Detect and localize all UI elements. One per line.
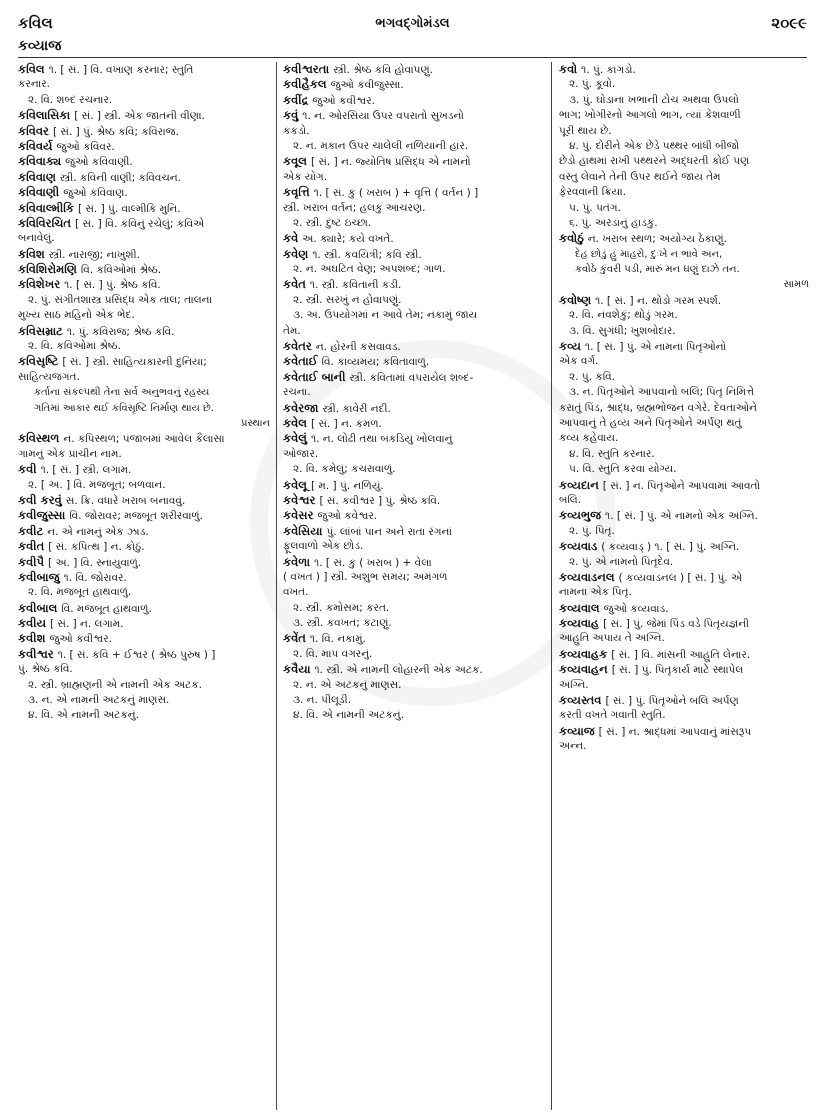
entry-line: [559, 339, 809, 354]
headword: કવીશ્વર: [18, 646, 54, 661]
headword: કવિવાક્ય: [18, 154, 62, 169]
headword: કવિલાસિકા: [18, 108, 71, 123]
definition-text: ન. એ નામનું એક ઝાડ.: [47, 525, 149, 538]
headword: કવૃત્તિ: [283, 185, 310, 200]
headword: કવેણ: [283, 246, 309, 261]
entry-line: [283, 339, 545, 354]
headword: કવો: [559, 62, 578, 76]
headword: કવું: [283, 108, 299, 123]
sense-line: ૨. સ્ત્રી. કમોસમ; કરત.: [293, 601, 390, 614]
definition-text: જુઓ કવિવાણ.: [63, 187, 128, 200]
definition-text: ૧. પું. કાગડો.: [581, 64, 636, 76]
entry-line: [18, 647, 270, 662]
headword: કવીંદ્ર: [283, 92, 309, 107]
sense-line: ૨. સ્ત્રી. સરખું ન હોવાપણું.: [293, 293, 402, 306]
entry-line: [283, 93, 545, 108]
definition-text: ૧. [ સં. ] પું. એ નામના પિતૃઓનો: [584, 341, 727, 354]
entry-line: [18, 431, 270, 446]
entry-line: [18, 462, 270, 477]
definition-text: [ સં. કવીશ્વર ] પું. શ્રેષ્ઠ કવિ.: [319, 494, 441, 507]
headword: કવેશ્વર: [283, 492, 316, 507]
definition-text: ન. હોરની કસવાવડ.: [315, 341, 401, 354]
continuation-line: નામના એક પિતૃ.: [559, 586, 632, 599]
sense-line: ૨. વિ. નવશેકું; થોડું ગરમ.: [569, 309, 678, 322]
headword: કવેતર: [283, 339, 312, 354]
headword: કવ્યવાલ: [559, 600, 600, 615]
definition-text: [ અ. ] વિ. સ્નાયુવાળું.: [48, 556, 142, 569]
entry-line: [283, 401, 545, 416]
sense-line: ૪. વિ. સ્તુતિ કરનાર.: [569, 447, 655, 460]
header-book-title: ભગવદ્ગોમંડલ: [375, 16, 450, 31]
entry-line: [559, 724, 809, 739]
continuation-line: પૂરી થાય છે.: [559, 124, 612, 137]
definition-text: [ સં. ] પું. પિતૃઓને બલિ અર્પણ: [605, 695, 739, 708]
sense-line: ૪. વિ. એ નામની અટકનું.: [293, 709, 404, 722]
continuation-line: બલિ.: [559, 493, 582, 506]
definition-text: અ. ક્યારે; કયે વખતે.: [302, 233, 394, 246]
definition-text: ૧. [ સં. ] પું. એ નામનો એક અગ્નિ.: [605, 510, 758, 523]
sense-line: ૨. [ અ. ] વિ. મજબૂત; બળવાન.: [28, 478, 166, 491]
definition-text: જુઓ કવીશ્વર.: [312, 94, 375, 107]
continuation-line: ફૂલવાળો એક છોડ.: [283, 540, 364, 553]
entry-line: [18, 62, 270, 77]
definition-text: જુઓ કવિવર.: [56, 140, 115, 153]
definition-text: [ સં. ] વિ. માંસની આહુતિ લેનાર.: [611, 648, 751, 661]
entry-line: [18, 508, 270, 523]
definition-text: ( કવ્યવાડનલ ) [ સં. ] પું. એ: [618, 571, 743, 584]
headword: કવેલ: [283, 415, 307, 430]
continuation-line: પું. શ્રેષ્ઠ કવિ.: [18, 663, 73, 676]
sense-line: ૩. ન. પિતૃઓને આપવાનો બલિ; પિતૃ નિમિત્તે: [569, 386, 755, 399]
headword: કવેતાઈ: [283, 354, 318, 369]
definition-text: ૧. ન. લોઢી તથા બકડિયું ખોલવાનું: [310, 433, 453, 446]
page-number: ૨૦૯૯: [771, 14, 807, 32]
continuation-line: ( વખત ) ] સ્ત્રી. અશુભ સમય; અમંગળ: [283, 570, 448, 583]
headword: કવેત: [283, 277, 306, 292]
definition-text: ૧. સ્ત્રી. એ નામની લોહારની એક અટક.: [314, 664, 483, 677]
definition-text: ૧. [ સં. ] વિ. વખાણ કરનાર; સ્તુતિ: [48, 64, 194, 76]
continuation-line: મુખ્ય સાઠ મહિનો એક ભેદ.: [18, 309, 135, 322]
entry-line: [18, 539, 270, 554]
entry-line: [18, 570, 270, 585]
continuation-line: અગ્નિ.: [559, 678, 589, 691]
headword: કવેસિયા: [283, 523, 323, 538]
headword: કવેંત: [283, 631, 306, 646]
entry-line: [283, 493, 545, 508]
entry-line: [559, 478, 809, 493]
entry-line: [283, 508, 545, 523]
continuation-line: એક યોગ.: [283, 170, 328, 183]
definition-text: [ મ. ] પું. નળિયું.: [310, 479, 384, 492]
headword: કવૈયા: [283, 662, 311, 677]
headword: કવિવાણી: [18, 185, 60, 200]
definition-text: [ સં. ] સ્ત્રી. એક જાતની વીણા.: [74, 110, 205, 123]
entry-line: [559, 539, 809, 554]
entry-line: [283, 277, 545, 292]
entry-line: [283, 416, 545, 431]
definition-text: ન. ખરાબ સ્થળ; અયોગ્ય ઠેકાણું.: [587, 233, 727, 246]
entry-line: [559, 508, 809, 523]
page-header: [18, 14, 807, 36]
headword: કવેળા: [283, 554, 311, 569]
definition-text: સ્ત્રી. કાવેરી નદી.: [322, 402, 391, 415]
entry-line: [559, 601, 809, 616]
entry-line: [559, 662, 809, 677]
definition-text: [ સં. ] પું. શ્રેષ્ઠ કવિ; કવિરાજ.: [53, 125, 179, 138]
headword: કવીબાલ: [18, 600, 58, 615]
headword: કવેસર: [283, 508, 314, 523]
continuation-line: બનાવેલું.: [18, 232, 55, 245]
entry-line: [559, 62, 809, 77]
column-3: [559, 62, 809, 1112]
definition-text: ૧. વિ. જોરાવર.: [63, 571, 127, 584]
headword: કવીબાજુ: [18, 569, 60, 584]
continuation-line: સાહિત્યજગત.: [18, 370, 80, 383]
entry-line: [18, 216, 270, 231]
continuation-line: કકડો.: [283, 124, 310, 137]
entry-line: [18, 201, 270, 216]
entry-line: [283, 231, 545, 246]
definition-text: [ સં. ] ન. શ્રાદ્ધમાં આપવાનું માંસરૂપ: [598, 725, 752, 738]
entry-line: [18, 354, 270, 369]
definition-text: વિ. જોરાવર; મજબૂત શરીરવાળું.: [69, 510, 203, 523]
entry-line: [18, 601, 270, 616]
continuation-line: છેડો હાથમાં રાખી પથ્થરને અદ્ધરતી કોઈ પણ: [559, 155, 750, 168]
definition-text: વિ. મજબૂત હાથવાળું.: [61, 602, 152, 615]
sense-line: ૨. વિ. માપ વગરનું.: [293, 647, 373, 660]
headword: કવ્યવાહક: [559, 646, 608, 661]
entry-line: [559, 647, 809, 662]
entry-line: [18, 631, 270, 646]
definition-text: [ સં. ] પું. જેમાં પિંડ વડે પિતૃયજ્ઞની: [603, 618, 750, 631]
headword: કવિવાણ: [18, 169, 56, 184]
entry-line: [18, 493, 270, 508]
headword: કવિવિરચિત: [18, 215, 72, 230]
entry-line: [283, 108, 545, 123]
entry-line: [18, 154, 270, 169]
entry-line: [18, 324, 270, 339]
continuation-line: કરતી વખતે ગવાતી સ્તુતિ.: [559, 709, 666, 722]
sense-line: ૩. અ. ઉપયોગમાં ન આવે તેમ; નકામું જાય: [293, 309, 478, 322]
quotation-line: કવોઠે કુંવરી પડી, મારું મન ઘણું દાઝે તન.: [575, 264, 740, 276]
headword: કવિસ્થળ: [18, 431, 60, 446]
definition-text: પું. લાંબાં પાન અને રાતા રંગનાં: [326, 525, 452, 538]
definition-text: ૧. વિ. નકામું.: [309, 633, 366, 646]
headword: કવિશેખર: [18, 277, 61, 292]
headword: કવ્યાજ: [559, 723, 595, 738]
definition-text: [ સં. ] ન. પિતૃઓને આપવામાં આવતો: [602, 479, 761, 492]
definition-text: [ સં. કપિત્થ ] ન. કોઠું.: [48, 541, 145, 554]
definition-text: [ સં. ] ન. કમળ.: [310, 417, 382, 430]
quotation-source: પ્રસ્થાન: [240, 417, 270, 429]
entry-line: [283, 555, 545, 570]
definition-text: જુઓ કવેશ્વર.: [317, 510, 378, 523]
definition-text: સ્ત્રી. કવિતામાં વપરાયેલ શબ્દ-: [349, 371, 474, 384]
definition-text: [ સં. ] સ્ત્રી. સાહિત્યકારની દુનિયા;: [62, 356, 207, 369]
sense-line: ૨. ન. મકાન ઉપર ચાલેલી નળિયાની હાર.: [293, 139, 469, 152]
continuation-line: કવ્ય કહેવાય.: [559, 432, 619, 445]
continuation-line: વસ્તુ લેવાને તેની ઉપર થઈને જાય તેમ: [559, 170, 721, 183]
headword: કવ્ય: [559, 339, 581, 354]
headword: કવ્યવાહન: [559, 662, 608, 677]
sense-line: ૨. પું. કવિ.: [569, 370, 615, 383]
definition-text: ૧. [ સં. ] સ્ત્રી. લગામ.: [40, 464, 132, 477]
sense-line: ૩. પું. ઘોડાના ખભાની ટોચ અથવા ઉપલો: [569, 93, 739, 106]
definition-text: ૧. [ સં. કુ ( ખરાબ ) + વેલા: [314, 556, 432, 569]
headword: કવિવર્ય: [18, 138, 53, 153]
definition-text: [ સં. ] પું. વાલ્મીકિ મુનિ.: [77, 202, 181, 215]
headword: કવિવર: [18, 123, 49, 138]
entry-line: [283, 354, 545, 369]
definition-text: વિ. કાવ્યમય; કવિતાવાળું.: [321, 356, 430, 369]
definition-text: ( કવ્યવાડ્ ) ૧. [ સં. ] પું. અગ્નિ.: [601, 541, 740, 554]
continuation-line: આપવાનું તે હવ્ય અને પિતૃઓને અર્પણ થતું: [559, 416, 742, 429]
continuation-line: અન્ન.: [559, 740, 587, 753]
headword: કવૂલ: [283, 154, 307, 169]
headword: કવિસમ્રાટ: [18, 323, 63, 338]
headword: કવિવાલ્મીકિ: [18, 200, 74, 215]
headword: કવે: [283, 231, 299, 246]
entry-line: [18, 277, 270, 292]
headword: કવેલું: [283, 431, 307, 446]
sense-line: ૨. ન. અઘટિત વેણ; અપશબ્દ; ગાળ.: [293, 263, 446, 276]
quotation-line: દેહ છોડું હું માહરો, દુઃખે ન ભાવે અન,: [575, 248, 723, 260]
definition-text: [ સં. ] વિ. કવિનું રચેલું; કવિએ: [75, 217, 205, 230]
continuation-line: આહુતિ અપાય તે અગ્નિ.: [559, 632, 665, 645]
definition-text: જુઓ કવ્યવાડ.: [603, 602, 669, 615]
headword: કવેરજા: [283, 400, 319, 415]
headword: કવ્યદાન: [559, 477, 599, 492]
headword: કવી કરવું: [18, 492, 62, 507]
definition-text: જુઓ કવીશ્વર.: [49, 633, 113, 646]
headword: કવીપૈ: [18, 554, 45, 569]
definition-text: સ. ક્રિ. વધારે ખરાબ બનાવવું.: [65, 494, 186, 507]
headword: કવી: [18, 462, 37, 477]
entry-line: [18, 124, 270, 139]
entry-line: [559, 231, 809, 246]
headword: કવ્યવાડ: [559, 539, 598, 554]
definition-text: સ્ત્રી. નારાજી; નાખુશી.: [48, 248, 140, 261]
definition-text: [ સં. ] ન. લગામ.: [50, 618, 124, 631]
continuation-line: ફેરવવાની ક્રિયા.: [559, 186, 627, 199]
headword: કવ્યસ્તવ: [559, 693, 602, 708]
headword: કવીટ: [18, 523, 44, 538]
continuation-line: રચના.: [283, 386, 311, 399]
headword: કવ્યવાડનલ: [559, 569, 615, 584]
sense-line: ૨. વિ. કવિઓમાં શ્રેષ્ઠ.: [28, 340, 122, 353]
continuation-line: સ્ત્રી. ખરાબ વર્તન; હલકું આચરણ.: [283, 201, 426, 214]
sense-line: ૨. સ્ત્રી. દુષ્ટ ઇચ્છા.: [293, 216, 372, 229]
entry-line: [18, 139, 270, 154]
header-last-word: કવ્યાજ: [18, 38, 62, 54]
sense-line: ૩. સ્ત્રી. કવખત; કટાણું.: [293, 617, 392, 630]
entry-line: [283, 247, 545, 262]
continuation-line: ઓજાર.: [283, 447, 319, 460]
headword: કવીત: [18, 539, 45, 554]
headword: કવીય: [18, 616, 46, 631]
sense-line: ૩. ન. પીલૂડી.: [293, 694, 352, 707]
sense-line: ૨. ન. એ અટકનું માણસ.: [293, 678, 402, 691]
sense-line: ૩. ન. એ નામની અટકનું માણસ.: [28, 694, 170, 707]
entry-line: [18, 616, 270, 631]
sense-line: ૨. પું. સંગીતશાસ્ત્ર પ્રસિદ્ધ એક તાલ; તાલના: [28, 293, 213, 306]
sense-line: ૨. સ્ત્રી. બ્રાહ્મણની એ નામની એક અટક.: [28, 678, 202, 691]
definition-text: સ્ત્રી. શ્રેષ્ઠ કવિ હોવાપણું.: [333, 64, 433, 76]
entry-line: [283, 370, 545, 385]
entry-line: [18, 247, 270, 262]
definition-text: ૧. સ્ત્રી. કવયિત્રી; કવિ સ્ત્રી.: [312, 248, 422, 261]
definition-text: ૧. [ સં. કવિ + ઈશ્વર ( શ્રેષ્ઠ પુરુષ ) ]: [57, 648, 216, 661]
definition-text: ૧. સ્ત્રી. કવિતાની કડી.: [309, 279, 402, 292]
headword: કવિશ: [18, 246, 45, 261]
definition-text: ન. કપિસ્થળ; પંજાબમાં આવેલ કૈલાસા: [63, 433, 225, 446]
sense-line: ૨. વિ. કમેલું; કચરાવાળું.: [293, 463, 396, 476]
definition-text: ૧. [ સં. ] પું. શ્રેષ્ઠ કવિ.: [64, 279, 161, 292]
definition-text: ૧. [ સં. કુ ( ખરાબ ) + વૃત્તિ ( વર્તન ) ]: [313, 187, 479, 200]
headword: કવેલૂ: [283, 477, 307, 492]
headword: કવિલ: [18, 62, 45, 76]
entry-line: [559, 693, 809, 708]
entry-line: [283, 478, 545, 493]
sense-line: ૨. પું. પિતૃ.: [569, 524, 615, 537]
continuation-line: ગામનું એક પ્રાચીન નામ.: [18, 447, 122, 460]
headword: કવિશિરોમણિ: [18, 262, 77, 277]
headword: કવોષ્ણ: [559, 292, 592, 307]
entry-line: [18, 170, 270, 185]
quotation-line: ગતિમાં આકાર થઈ કવિસૃષ્ટિ નિર્માણ થાય છે.: [34, 402, 214, 414]
entry-line: [283, 631, 545, 646]
definition-text: જુઓ કવિવાણી.: [65, 156, 133, 169]
entry-line: [283, 662, 545, 677]
entry-line: [559, 616, 809, 631]
entry-line: [283, 62, 545, 77]
entry-line: [18, 185, 270, 200]
continuation-line: વખત.: [283, 586, 309, 599]
definition-text: સ્ત્રી. કવિની વાણી; કવિવચન.: [59, 171, 181, 184]
continuation-line: ભાગ; ખોગીરનો આગલો ભાગ, ત્યાં કેશવાળી: [559, 109, 741, 122]
headword: કવિસૃષ્ટિ: [18, 354, 59, 369]
sense-line: ૨. પું. એ નામનો પિતૃદેવ.: [569, 555, 674, 568]
sense-line: ૨. વિ. મજબૂત હાથવાળું.: [28, 586, 132, 599]
headword: કવ્યભુજ: [559, 508, 602, 523]
entry-line: [283, 524, 545, 539]
sense-line: ૫. પું. પતંગ.: [569, 201, 621, 214]
header-rule: [18, 57, 807, 58]
definition-text: [ સં. ] ન. જ્યોતિષ પ્રસિદ્ધ એ નામનો: [310, 156, 471, 169]
header-first-word: કવિલ: [18, 14, 53, 32]
entry-line: [18, 524, 270, 539]
entry-line: [18, 555, 270, 570]
headword: કવીશ્વરતા: [283, 62, 330, 76]
continuation-line: એક વર્ગ.: [559, 355, 599, 368]
sense-line: ૪. પું. દોરીને એક છેડે પથ્થર બાંધી બીજો: [569, 139, 740, 152]
headword: કવીજુસ્સા: [18, 508, 66, 523]
entry-line: [283, 185, 545, 200]
entry-line: [559, 293, 809, 308]
entry-line: [283, 154, 545, 169]
continuation-line: કરાતું પિંડ, શ્રાદ્ધ, બ્રહ્મભોજન વગેરે. દેવતાઓને: [559, 401, 757, 414]
entry-line: [283, 77, 545, 92]
sense-line: ૬. પું. અરડાનું હાડકું.: [569, 216, 658, 229]
definition-text: ૧. [ સં. ] ન. થોડો ગરમ સ્પર્શ.: [595, 294, 722, 307]
headword: કવોઠું: [559, 231, 584, 246]
definition-text: જુઓ કવીજુસ્સા.: [330, 79, 404, 92]
entry-line: [283, 431, 545, 446]
sense-line: ૨. વિ. શબ્દ રચનાર.: [28, 93, 113, 106]
headword: કવીહૈકલ: [283, 77, 327, 92]
column-divider: [551, 62, 552, 1110]
column-1: [18, 62, 270, 1112]
definition-text: વિ. કવિઓમાં શ્રેષ્ઠ.: [80, 264, 162, 277]
headword: કવેતાઈ બાની: [283, 369, 346, 384]
entry-line: [18, 108, 270, 123]
column-divider: [276, 62, 277, 1110]
sense-line: ૫. વિ. સ્તુતિ કરવા યોગ્ય.: [569, 463, 677, 476]
quotation-line: કર્તાના સંકલ્પથી તેના સર્વ અનુભવનું રહસ્ય: [34, 387, 210, 399]
sense-line: ૪. વિ. એ નામની અટકનું.: [28, 709, 139, 722]
continuation-line: તેમ.: [283, 324, 301, 337]
sense-line: ૨. પું. કૂવો.: [569, 78, 616, 91]
headword: કવીશ: [18, 631, 46, 646]
headword: કવ્યવાહ: [559, 616, 600, 631]
quotation-source: સામળ: [783, 279, 809, 291]
definition-text: [ સં. ] પું. પિતૃકાર્ય માટે સ્થાપેલ: [611, 664, 744, 677]
column-2: [283, 62, 545, 1112]
entry-line: [559, 570, 809, 585]
continuation-line: કરનાર.: [18, 78, 51, 91]
sense-line: ૩. વિ. સુગંધી; ખુશબોદાર.: [569, 324, 676, 337]
entry-line: [18, 262, 270, 277]
definition-text: ૧. ન. ઓરસિયા ઉપર વપરાતો સુખડનો: [302, 110, 464, 123]
definition-text: ૧. પું. કવિરાજ; શ્રેષ્ઠ કવિ.: [66, 325, 175, 338]
